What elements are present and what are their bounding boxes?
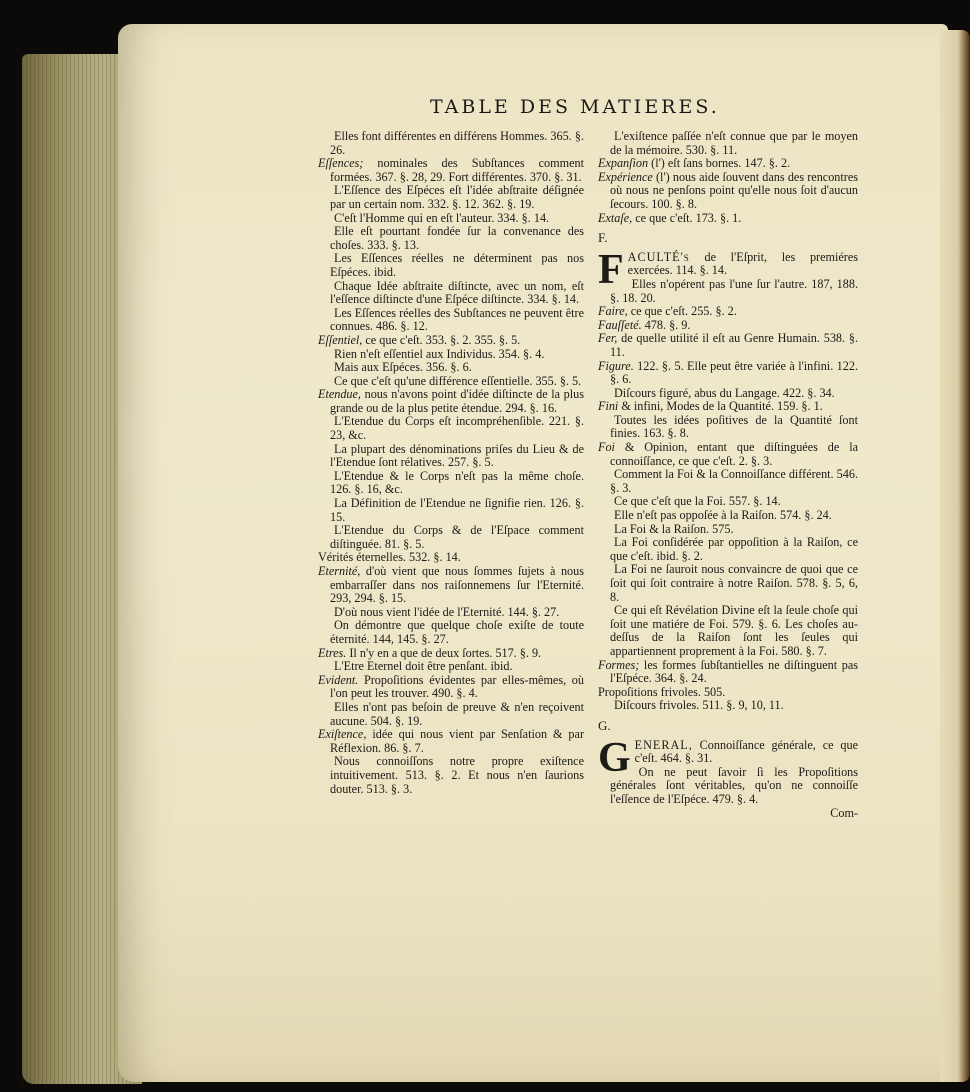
- entry-text: & infini, Modes de la Quantité. 159. §. 1.: [618, 399, 823, 414]
- index-entry: [318, 728, 584, 755]
- index-subentry: [318, 497, 584, 524]
- entry-text: Nous connoiſſons notre propre exiſtence intuitivement. 513. §. 2. Et nous n'en ſaurions douter. 513. §. 3.: [330, 754, 584, 796]
- entry-text: C'eſt l'Homme qui en eſt l'auteur. 334. §. 14.: [334, 210, 550, 225]
- index-entry: [598, 659, 858, 686]
- entry-text: Elle eſt pourtant fondée ſur la convenance des choſes. 333. §. 13.: [330, 224, 584, 252]
- index-entry: [598, 305, 858, 319]
- index-entry: [598, 157, 858, 171]
- index-subentry: [318, 130, 584, 157]
- index-entry: [318, 565, 584, 606]
- entry-text: de quelle utilité il eſt au Genre Humain. 538. §. 11.: [610, 331, 858, 359]
- index-entry: [598, 212, 858, 226]
- entry-text: Vérités éternelles. 532. §. 14.: [318, 550, 461, 565]
- entry-heading: Faire,: [598, 304, 628, 319]
- index-subentry: [598, 523, 858, 537]
- index-entry: [318, 334, 584, 348]
- entry-heading: ACULTÉ's: [627, 249, 690, 264]
- entry-text: Les Eſſences réelles ne déterminent pas nos Eſpéces. ibid.: [330, 251, 584, 279]
- index-subentry: [318, 660, 584, 674]
- entry-heading: Exiſtence,: [318, 727, 367, 742]
- index-subentry: [598, 130, 858, 157]
- index-entry: [318, 647, 584, 661]
- entry-text: Ce que c'eſt que la Foi. 557. §. 14.: [614, 494, 781, 509]
- index-entry: [598, 319, 858, 333]
- entry-heading: Evident.: [318, 672, 359, 687]
- entry-text: Ce que c'eſt qu'une différence eſſentielle. 355. §. 5.: [334, 373, 582, 388]
- drop-cap: G: [598, 734, 631, 781]
- entry-heading: Expanſion: [598, 156, 649, 171]
- index-subentry: [318, 701, 584, 728]
- entry-text: L'Etendue du Corps & de l'Eſpace comment diſtinguée. 81. §. 5.: [330, 523, 584, 551]
- entry-heading: ENERAL,: [634, 737, 693, 752]
- index-subentry: [318, 225, 584, 252]
- entry-heading: Extaſe,: [598, 210, 633, 225]
- index-entry: [318, 157, 584, 184]
- entry-text: & Opinion, entant que diſtinguées de la connoiſſance, ce que c'eſt. 2. §. 3.: [610, 440, 858, 468]
- entry-text: 122. §. 5. Elle peut être variée à l'infini. 122. §. 6.: [610, 358, 858, 387]
- entry-text: ce que c'eſt. 255. §. 2.: [627, 304, 737, 319]
- entry-text: D'où nous vient l'idée de l'Eternité. 144. §. 27.: [334, 604, 560, 619]
- index-subentry: [598, 699, 858, 713]
- index-subentry: [318, 619, 584, 646]
- index-subentry: [318, 415, 584, 442]
- index-column-right: [598, 130, 858, 820]
- entry-heading: Eſſentiel,: [318, 332, 363, 347]
- index-entry: [318, 551, 584, 565]
- index-subentry: [318, 606, 584, 620]
- section-letter: G.: [598, 717, 611, 733]
- entry-heading: Formes;: [598, 657, 640, 672]
- entry-text: Connoiſſance générale, ce que c'eſt. 464. §. 31.: [634, 737, 858, 766]
- entry-heading: Etendue,: [318, 387, 361, 402]
- entry-text: On ne peut ſavoir ſi les Propoſitions générales ſont véritables, qu'on ne connoiſſe l'eſſence de l'Eſpéce. 479. §. 4.: [610, 764, 858, 806]
- entry-text: ce que c'eſt. 173. §. 1.: [632, 210, 742, 225]
- index-subentry: [318, 470, 584, 497]
- index-entry: [598, 686, 858, 700]
- entry-text: Mais aux Eſpéces. 356. §. 6.: [334, 360, 472, 375]
- entry-text: La Foi ne ſauroit nous convaincre de quoi que ce ſoit qui ſoit contraire à notre Raiſon. 578. §. 5, 6, 8.: [610, 562, 858, 604]
- entry-heading: Fer,: [598, 331, 618, 346]
- entry-text: La Définition de l'Etendue ne ſignifie rien. 126. §. 15.: [330, 496, 584, 524]
- index-entry: [598, 171, 858, 212]
- entry-heading: Figure.: [598, 358, 634, 373]
- entry-text: ce que c'eſt. 353. §. 2. 355. §. 5.: [362, 332, 521, 347]
- entry-text: Propoſitions frivoles. 505.: [598, 684, 726, 699]
- index-entry: [598, 332, 858, 359]
- index-entry: [598, 441, 858, 468]
- index-subentry: [598, 387, 858, 401]
- entry-text: de l'Eſprit, les premiéres exercées. 114. §. 14.: [627, 249, 858, 278]
- entry-text: Elles n'ont pas beſoin de preuve & n'en reçoivent aucune. 504. §. 19.: [330, 699, 584, 728]
- entry-text: les formes ſubſtantielles ne diſtinguent pas l'Eſpéce. 364. §. 24.: [610, 657, 858, 686]
- entry-heading: Etres.: [318, 645, 347, 660]
- index-subentry: [598, 604, 858, 658]
- index-subentry: [318, 252, 584, 279]
- index-subentry: [598, 414, 858, 441]
- entry-text: L'Etendue du Corps eſt incompréhenſible. 221. §. 23, &c.: [330, 414, 584, 443]
- entry-text: (l') eſt ſans bornes. 147. §. 2.: [648, 156, 791, 171]
- index-subentry: [318, 212, 584, 226]
- entry-text: Elles n'opérent pas l'une ſur l'autre. 187, 188. §. 18. 20.: [610, 276, 858, 305]
- entry-text: Il n'y en a que de deux ſortes. 517. §. 9.: [346, 645, 542, 660]
- entry-text: idée qui nous vient par Senſation & par Réflexion. 86. §. 7.: [330, 727, 584, 755]
- index-subentry: [318, 443, 584, 470]
- entry-text: On démontre que quelque choſe exiſte de toute éternité. 144, 145. §. 27.: [330, 618, 584, 646]
- index-subentry: [598, 495, 858, 509]
- entry-heading: Fauſſeté.: [598, 317, 642, 332]
- entry-text: Toutes les idées poſitives de la Quantité ſont finies. 163. §. 8.: [610, 412, 858, 441]
- index-column-left: [318, 130, 584, 796]
- entry-text: nous n'avons point d'idée diſtincte de la plus grande ou de la plus petite étendue. 294. §. 16.: [330, 387, 584, 415]
- index-subentry: [318, 280, 584, 307]
- index-entry: [598, 360, 858, 387]
- entry-text: Ce qui eſt Révélation Divine eſt la ſeule choſe qui ſoit une matiére de Foi. 579. §. 6. Les choſes au-deſſus de la Raiſon ſont les ſeules qui appartiennent proprement à la Foi. 580. §. 7.: [610, 603, 858, 658]
- index-entry: [318, 388, 584, 415]
- entry-text: Elles font différentes en différens Hommes. 365. §. 26.: [330, 129, 584, 157]
- index-entry: [598, 400, 858, 414]
- index-entry: [318, 674, 584, 701]
- index-subentry: [598, 766, 858, 807]
- entry-text: La Foi conſidérée par oppoſition à la Raiſon, ce que c'eſt. ibid. §. 2.: [610, 535, 858, 563]
- index-subentry: [598, 509, 858, 523]
- running-header: TABLE DES MATIERES.: [430, 96, 720, 118]
- index-subentry: [318, 375, 584, 389]
- index-subentry: [598, 563, 858, 604]
- entry-text: Les Eſſences réelles des Subſtances ne peuvent être connues. 486. §. 12.: [330, 305, 584, 334]
- entry-heading: Eternité,: [318, 564, 361, 578]
- entry-text: Diſcours frivoles. 511. §. 9, 10, 11.: [614, 698, 784, 713]
- index-subentry: [598, 278, 858, 305]
- entry-heading: Eſſences;: [318, 156, 364, 171]
- facing-page-edge: [940, 30, 970, 1082]
- entry-text: La plupart des dénominations priſes du Lieu & de l'Etendue ſont rélatives. 257. §. 5.: [330, 441, 584, 470]
- index-subentry: [598, 468, 858, 495]
- drop-cap: F: [598, 246, 624, 293]
- entry-text: L'Etre Eternel doit être penſant. ibid.: [334, 659, 513, 674]
- entry-text: Propoſitions évidentes par elles-mêmes, où l'on peut les trouver. 490. §. 4.: [330, 672, 584, 701]
- entry-heading: Fini: [598, 399, 619, 414]
- entry-text: (l') nous aide ſouvent dans des rencontres où nous ne penſons point qu'elle nous ſoit d'aucun ſecours. 100. §. 8.: [610, 169, 858, 211]
- entry-text: Diſcours figuré, abus du Langage. 422. §. 34.: [614, 385, 835, 400]
- entry-text: Chaque Idée abſtraite diſtincte, avec un nom, eſt l'eſſence diſtincte d'une Eſpéce diſtincte. 334. §. 14.: [330, 278, 584, 307]
- index-subentry: [318, 184, 584, 211]
- entry-text: La Foi & la Raiſon. 575.: [614, 521, 734, 536]
- index-subentry: [318, 524, 584, 551]
- entry-heading: Expérience: [598, 169, 653, 184]
- index-subentry: [318, 307, 584, 334]
- entry-text: Comment la Foi & la Connoiſſance différent. 546. §. 3.: [610, 467, 858, 495]
- entry-text: nominales des Subſtances comment formées. 367. §. 28, 29. Fort différentes. 370. §. 31.: [330, 156, 584, 184]
- index-subentry: [318, 348, 584, 362]
- index-subentry: [598, 536, 858, 563]
- index-subentry: [318, 755, 584, 796]
- entry-text: L'Etendue & le Corps n'eſt pas la même choſe. 126. §. 16, &c.: [330, 468, 584, 497]
- index-subentry: [318, 361, 584, 375]
- entry-heading: Foi: [598, 440, 615, 455]
- section-letter: F.: [598, 230, 608, 246]
- entry-text: Rien n'eſt eſſentiel aux Individus. 354. §. 4.: [334, 346, 545, 361]
- entry-text: d'où vient que nous ſommes ſujets à nous embarraſſer dans nos raiſonnemens ſur l'Eternité. 293, 294. §. 15.: [330, 564, 584, 606]
- entry-text: L'Eſſence des Eſpéces eſt l'idée abſtraite déſignée par un certain nom. 332. §. 12. 362. §. 19.: [330, 183, 584, 211]
- entry-text: 478. §. 9.: [641, 317, 691, 332]
- entry-text: L'exiſtence paſſée n'eſt connue que par le moyen de la mémoire. 530. §. 11.: [610, 129, 858, 157]
- entry-text: Elle n'eſt pas oppoſée à la Raiſon. 574. §. 24.: [614, 508, 832, 523]
- index-entry-dropcap: [598, 734, 858, 781]
- catchword: Com-: [830, 805, 858, 820]
